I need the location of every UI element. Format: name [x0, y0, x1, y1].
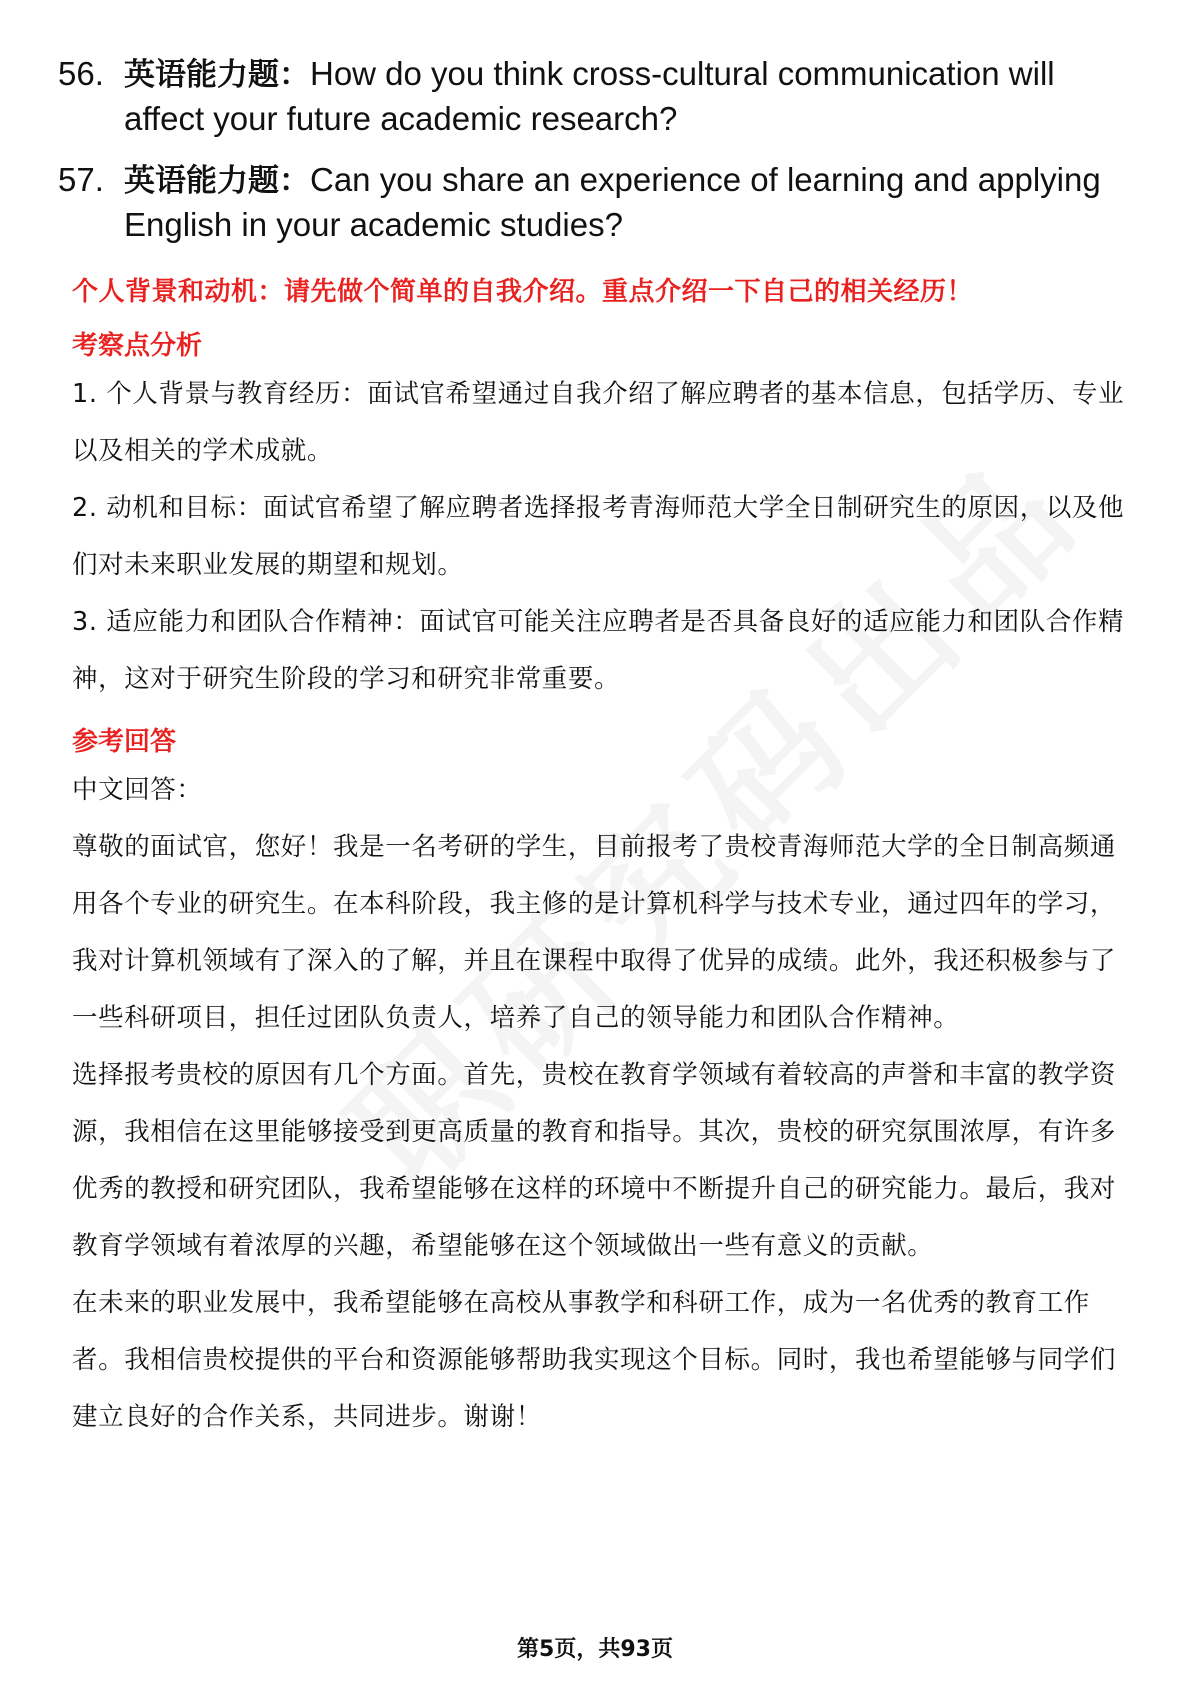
- reference-heading: 参考回答: [72, 727, 177, 757]
- analysis-point: 3. 适应能力和团队合作精神：面试官可能关注应聘者是否具备良好的适应能力和团队合作精神，这对于研究生阶段的学习和研究非常重要。: [72, 607, 1125, 694]
- analysis-heading: 考察点分析: [72, 331, 203, 361]
- question-label: 英语能力题：: [124, 57, 310, 93]
- analysis-point: 2. 动机和目标：面试官希望了解应聘者选择报考青海师范大学全日制研究生的原因，以及他们对未来职业发展的期望和规划。: [72, 493, 1125, 580]
- analysis-points: [72, 366, 1130, 708]
- page-footer: 第5页，共93页: [517, 1637, 673, 1662]
- question-list: [58, 52, 1138, 264]
- main-content: [72, 272, 1130, 1446]
- question-text: How do you think cross-cultural communication will affect your future academic research?: [124, 55, 1055, 137]
- question-item: [58, 158, 1138, 246]
- question-item: [58, 52, 1138, 140]
- question-label: 英语能力题：: [124, 163, 310, 199]
- section-title: 个人背景和动机：请先做个简单的自我介绍。重点介绍一下自己的相关经历！: [72, 277, 974, 307]
- question-number: 57.: [58, 161, 104, 198]
- reference-paragraph: 在未来的职业发展中，我希望能够在高校从事教学和科研工作，成为一名优秀的教育工作者。我相信贵校提供的平台和资源能够帮助我实现这个目标。同时，我也希望能够与同学们建立良好的合作关系，共同进步。谢谢！: [72, 1288, 1117, 1432]
- question-text: Can you share an experience of learning and applying English in your academic studies?: [124, 161, 1101, 243]
- reference-intro: 中文回答：: [72, 775, 203, 805]
- question-number: 56.: [58, 55, 104, 92]
- reference-paragraph: 选择报考贵校的原因有几个方面。首先，贵校在教育学领域有着较高的声誉和丰富的教学资源，我相信在这里能够接受到更高质量的教育和指导。其次，贵校的研究氛围浓厚，有许多优秀的教授和研究团队，我希望能够在这样的环境中不断提升自己的研究能力。最后，我对教育学领域有着浓厚的兴趣，希望能够在这个领域做出一些有意义的贡献。: [72, 1060, 1117, 1261]
- analysis-point: 1. 个人背景与教育经历：面试官希望通过自我介绍了解应聘者的基本信息，包括学历、专业以及相关的学术成就。: [72, 379, 1125, 466]
- reference-paragraph: 尊敬的面试官，您好！我是一名考研的学生，目前报考了贵校青海师范大学的全日制高频通用各个专业的研究生。在本科阶段，我主修的是计算机科学与技术专业，通过四年的学习，我对计算机领域有了深入的了解，并且在课程中取得了优异的成绩。此外，我还积极参与了一些科研项目，担任过团队负责人，培养了自己的领导能力和团队合作精神。: [72, 832, 1117, 1033]
